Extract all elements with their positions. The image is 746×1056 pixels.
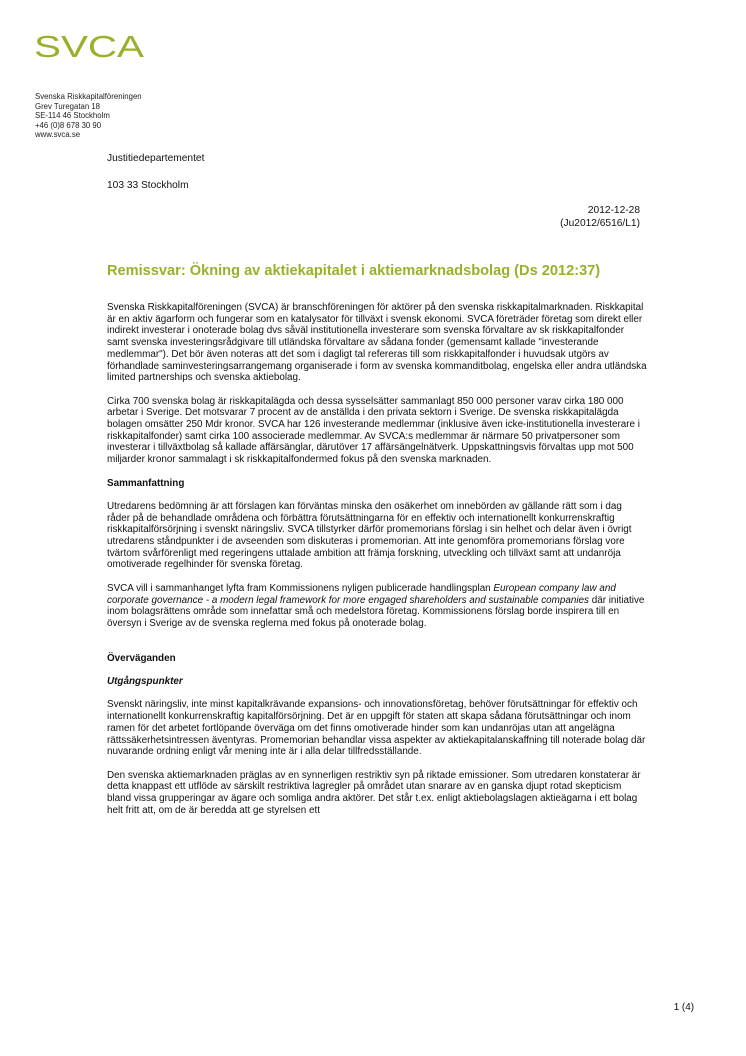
considerations-paragraph-1: Svenskt näringsliv, inte minst kapitalkrävande expansions- och innovationsföretag, behöver förutsättningar för effektiv och internationellt konkurrenskraftig kapitalförsörjning. Det är en uppgift för staten att skapa sådana förutsättningar och inom ramen för det arbetet fortlöpande överväga om det finns omotiverade hinder som kan undanröjas utan att angelägna rättssäkerhetsintressen äventyras. Promemorian behandlar vissa aspekter av aktiekapitalanskaffning till noterade bolag där nuvarande ordning enligt vår mening inte är i alla delar tillfredsställande. (107, 699, 646, 758)
letter-date: 2012-12-28 (587, 205, 640, 216)
summary-p2-italic-title: European company law and corporate governance - a modern legal framework for more engaged shareholders and sustainable companies (107, 582, 616, 606)
case-reference: (Ju2012/6516/L1) (560, 217, 640, 229)
subheading-starting-points: Utgångspunkter (107, 676, 183, 688)
document-body (107, 302, 647, 828)
summary-p2-text-b: där initiative inom bolagsrättens område som innefattar små och medelstora företag. Kommissionens förslag borde inspirera till en översyn i Sverige av de svenska reglerna med fokus på onoterade bolag. (107, 594, 645, 629)
date-reference-block (560, 205, 640, 230)
sender-website: www.svca.se (35, 130, 81, 140)
logo-text: SVCA (34, 29, 145, 62)
summary-paragraph-1: Utredarens bedömning är att förslagen kan förväntas minska den osäkerhet om innebörden av gällande rätt som i dag råder på de behandlade områdena och förbättra förutsättningarna för en effektiv och internationellt konkurrenskraftig riskkapitalförsörjning i svenskt näringsliv. SVCA tillstyrker därför promemorians förslag i sin helhet och delar även i övrigt utredarens ståndpunkter i de avseenden som diskuteras i promemorian. Att inte genomföra promemorians förslag vore tvärtom svårförenligt med regeringens uttalade ambition att främja forskning, utveckling och tillväxt samt att undanröja omotiverade regelhinder för svenska företag. (107, 500, 632, 571)
page-number: 1 (4) (673, 1002, 694, 1013)
sender-address-block (35, 92, 142, 140)
heading-considerations: Överväganden (107, 652, 176, 664)
recipient-department: Justitiedepartementet (107, 153, 205, 164)
svca-logo (34, 28, 146, 62)
recipient-address: 103 33 Stockholm (107, 180, 189, 191)
document-title: Remissvar: Ökning av aktiekapitalet i aktiemarknadsbolag (Ds 2012:37) (107, 263, 601, 279)
intro-paragraph-1: Svenska Riskkapitalföreningen (SVCA) är branschföreningen för aktörer på den svenska riskkapitalmarknaden. Riskkapital är en aktiv ägarform och fungerar som en katalysator för tillväxt i svensk ekonomi. SVCA företräder företag som direkt eller indirekt investerar i onoterade bolag dvs såväl institutionella investerare som svenska förvaltare av sk riskkapitalfonder samt svenska investeringsrådgivare till utländska förvaltare av sådana fonder (gemensamt kallade "investerande medlemmar"). Det bör även noteras att det som i dagligt tal refereras till som riskkapitalfonder i huvudsak utgörs av förhandlade saminvesteringsarrangemang organiserade i form av svenska kommanditbolag, engelska eller andra utländska limited partnerships och svenska aktiebolag. (107, 302, 647, 384)
heading-summary: Sammanfattning (107, 477, 185, 489)
intro-paragraph-2: Cirka 700 svenska bolag är riskkapitalägda och dessa sysselsätter sammanlagt 850 000 personer varav cirka 180 000 arbetar i Sverige. Det motsvarar 7 procent av de anställda i den privata sektorn i Sverige. De svenska riskkapitalägda bolagen omsätter 250 Mdr kronor. SVCA har 126 investerande medlemmar (inklusive även icke-institutionella investerare i riskkapitalfonder) samt cirka 100 associerade medlemmar. Av SVCA:s medlemmar är närmare 50 privatpersoner som investerar i tillväxtbolag så kallade affärsänglar, därutöver 17 affärsängelnätverk. Uppskattningsvis förvaltas upp mot 500 miljarder kronor sammalagt i sk riskkapitalfondermed fokus på den svenska marknaden. (107, 395, 640, 466)
summary-paragraph-2 (107, 583, 647, 630)
considerations-paragraph-2: Den svenska aktiemarknaden präglas av en synnerligen restriktiv syn på riktade emissioner. Som utredaren konstaterar är detta knappast ett utflöde av särskilt restriktiva lagregler på området utan snarare av en ganska djupt rotad skepticism bland vissa grupperingar av ägare och somliga andra aktörer. Det står t.ex. enligt aktiebolagslagen aktieägarna i ett bolag helt fritt att, om de är beredda att ge styrelsen ett (107, 769, 641, 816)
summary-p2-text-a: SVCA vill i sammanhanget lyfta fram Kommissionens nyligen publicerade handlingsplan (107, 582, 494, 594)
sender-phone: +46 (0)8 678 30 90 (35, 120, 102, 130)
sender-street: Grev Turegatan 18 (35, 101, 101, 111)
sender-postal: SE-114 46 Stockholm (35, 111, 110, 121)
sender-name: Svenska Riskkapitalföreningen (35, 92, 142, 101)
